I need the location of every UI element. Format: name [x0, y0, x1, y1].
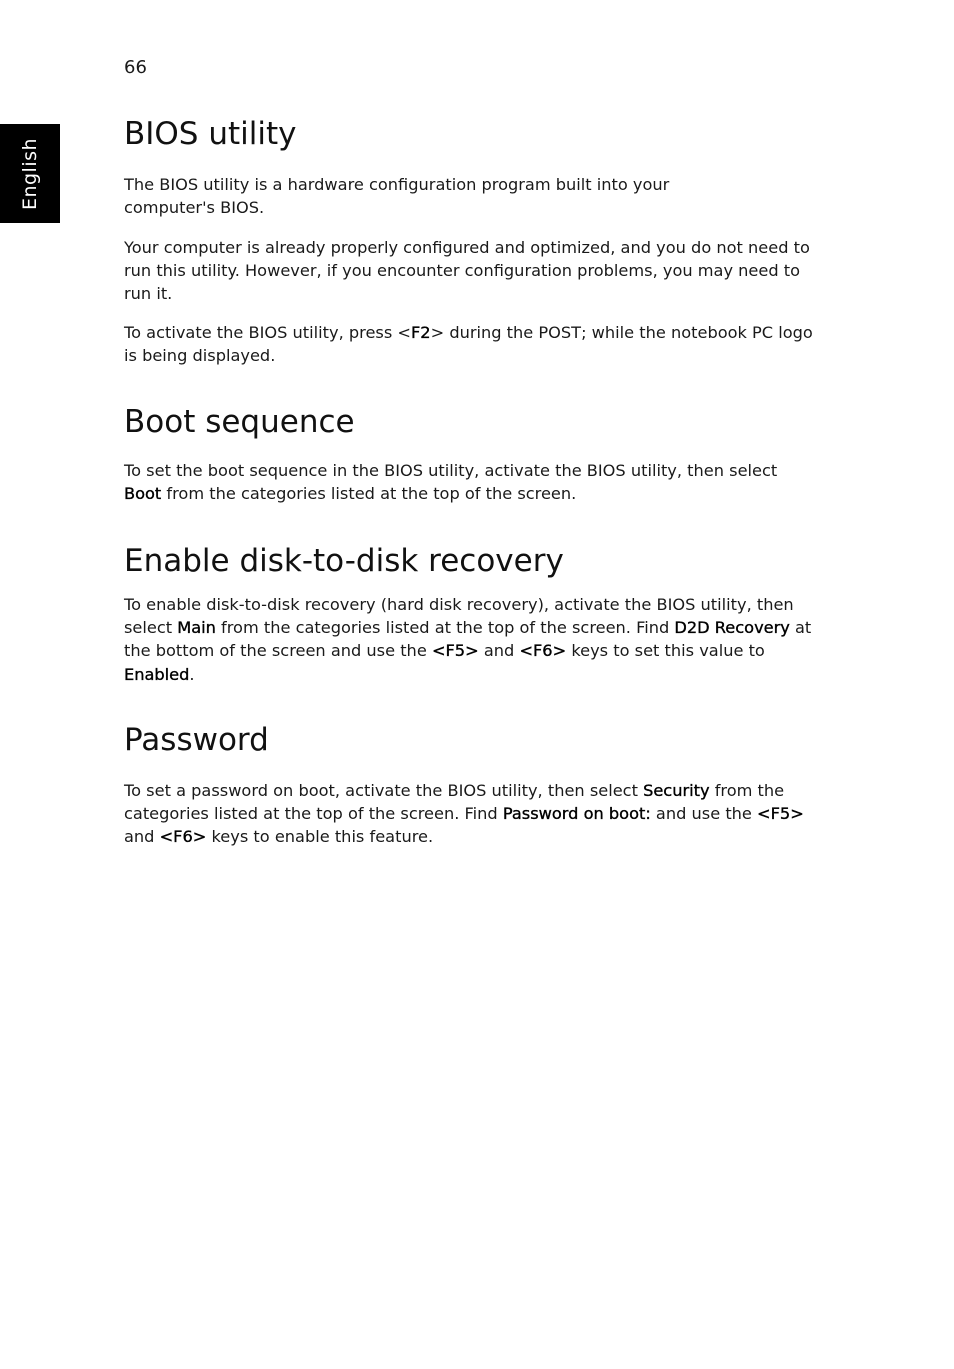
section-title-bios-utility: BIOS utility	[124, 116, 297, 152]
keyword-main: Main	[177, 618, 216, 638]
text-run: To set a password on boot, activate the BIOS utility, then select	[124, 781, 644, 800]
bios-paragraph-2: Your computer is already properly configured and optimized, and you do not need to run this utility. However, if you encounter configuration problems, you may need to run it.	[124, 238, 810, 304]
d2d-paragraph-1	[124, 593, 814, 686]
page-number: 66	[124, 57, 147, 78]
key-f6: <F6>	[519, 641, 567, 661]
section-title-disk-to-disk-recovery: Enable disk-to-disk recovery	[124, 543, 564, 579]
key-f5: <F5>	[431, 641, 479, 661]
text-run: and use the	[650, 804, 758, 824]
text-run: keys to enable this feature.	[206, 827, 434, 847]
boot-paragraph-1	[124, 459, 814, 505]
text-run: and	[478, 641, 520, 661]
keyword-d2d-recovery: D2D Recovery	[674, 618, 790, 638]
text-run: at the bottom of the screen and use the	[124, 618, 812, 661]
keyword-boot: Boot	[124, 484, 162, 504]
bios-paragraph-1: The BIOS utility is a hardware configuration program built into your computer's BIOS.	[124, 175, 670, 218]
key-f5: <F5>	[757, 804, 804, 824]
key-f2: F2	[410, 323, 431, 342]
text-run: from the categories listed at the top of the screen.	[161, 484, 577, 504]
keyword-password-on-boot: Password on boot:	[502, 804, 651, 824]
text-run: > during the POST; while the notebook PC logo is being displayed.	[124, 323, 813, 366]
text-run: To enable disk-to-disk recovery (hard disk recovery), activate the BIOS utility, then select	[124, 595, 794, 638]
text-run: To activate the BIOS utility, press <	[124, 323, 411, 342]
keyword-security: Security	[643, 781, 710, 800]
key-f6: <F6>	[159, 827, 207, 847]
text-run: To set the boot sequence in the BIOS utility, activate the BIOS utility, then select	[124, 461, 778, 480]
text-run: .	[189, 664, 195, 684]
text-run: and	[124, 827, 160, 847]
keyword-enabled: Enabled	[124, 664, 190, 684]
text-run: keys to set this value to	[566, 641, 765, 661]
section-title-password: Password	[124, 722, 269, 758]
text-run: from the categories listed at the top of the screen. Find	[124, 781, 785, 824]
language-tab	[0, 124, 60, 223]
text-run: from the categories listed at the top of the screen. Find	[215, 618, 675, 638]
password-paragraph-1	[124, 779, 814, 849]
language-tab-label: English	[19, 137, 41, 210]
bios-paragraph-3	[124, 321, 814, 367]
section-title-boot-sequence: Boot sequence	[124, 404, 355, 440]
